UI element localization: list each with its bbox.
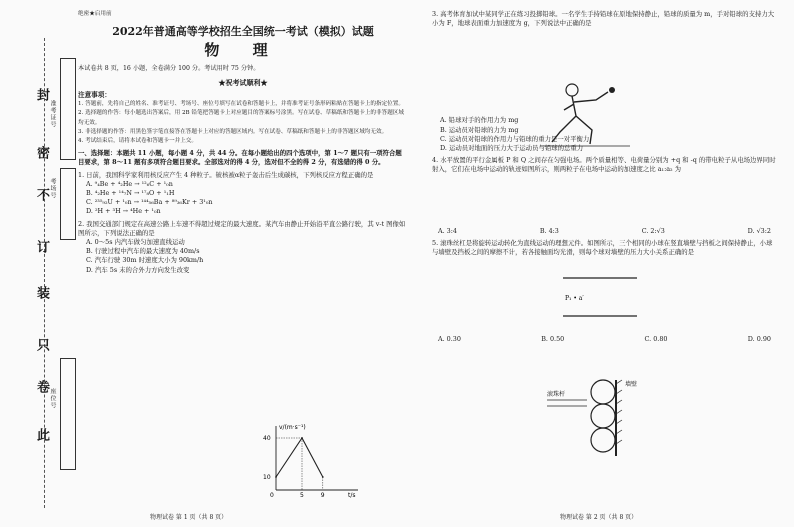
option-a: A. 铅球对手的作用力为 mg bbox=[440, 116, 519, 125]
seal-char: 卷 bbox=[34, 380, 49, 393]
good-luck: ★祝考试顺利★ bbox=[218, 77, 268, 87]
option-a: A. 0～5s 内汽车做匀加速直线运动 bbox=[86, 238, 185, 247]
athlete-head bbox=[566, 84, 578, 96]
exam-id-box[interactable] bbox=[60, 58, 76, 160]
y-tick-label: 10 bbox=[263, 474, 271, 481]
option-a: A. 0.30 bbox=[438, 335, 461, 344]
option-b: B. 4:3 bbox=[539, 226, 559, 235]
notice-title: 注意事项： bbox=[78, 91, 111, 100]
exam-title: 2022年普通高等学校招生全国统一考试（模拟）试题 bbox=[112, 25, 374, 39]
plates-figure bbox=[555, 272, 645, 322]
notice-item: 1. 答题前，先将自己的姓名、准考证号、考场号、座位号填写在试卷和答题卡上，并将准考证号条形码粘贴在答题卡上的指定位置。 bbox=[78, 101, 404, 108]
option-d: D. 0.90 bbox=[747, 335, 771, 344]
x-tick-label: 5 bbox=[300, 492, 304, 499]
x-tick-label: 9 bbox=[320, 492, 325, 499]
seal-char: 只 bbox=[34, 338, 49, 351]
option-a: A. ⁹₄Be + ⁴₂He → ¹²₆C + ¹₀n bbox=[86, 179, 173, 188]
origin-label: 0 bbox=[270, 492, 274, 499]
question-1 bbox=[78, 171, 408, 217]
option-c: C. 0.80 bbox=[644, 335, 668, 344]
field-label-seat: 座位号 bbox=[49, 388, 56, 409]
section-1-heading: 一、选择题：本题共 11 小题，每小题 4 分，共 44 分。在每小题给出的四个选项中，第 1～7 题只有一项符合题目要求，第 8～11 题有多项符合题目要求。全部选对的得 4 分，选对但不全的得 2 分，有选错的得 0 分。 bbox=[78, 149, 402, 167]
wall-label: 墙壁 bbox=[625, 381, 638, 388]
seal-char: 订 bbox=[34, 240, 49, 253]
ball-3 bbox=[591, 428, 615, 452]
field-label-exam-id: 准考证号 bbox=[49, 100, 56, 128]
question-stem: 3. 高考体育加试中某同学正在练习投掷铅球。一名学生手持铅球在原地保持静止，铅球的质量为 m，手对铅球的支持力大小为 F，地球表面重力加速度为 g，下列说法中正确的是 bbox=[432, 10, 775, 28]
option-d: D. √3:2 bbox=[747, 226, 771, 235]
question-stem: 2. 我国交通部门规定在高速公路上车速不得超过规定的最大速度。某汽车由静止开始沿平直公路行驶，其 v-t 图像如图所示，下列说法正确的是 bbox=[78, 219, 406, 237]
options-row bbox=[432, 335, 777, 344]
screw-label: 滚珠杆 bbox=[547, 391, 566, 398]
option-d: D. 运动员对地面的压力大于运动员与铅球的总重力 bbox=[440, 144, 584, 153]
secret-mark: 绝密★启用前 bbox=[78, 11, 112, 17]
seal-char: 装 bbox=[34, 286, 49, 299]
notice-item: 2. 选择题的作答：每小题选出答案后，用 2B 铅笔把答题卡上对应题目的答案标号涂黑。写在试卷、草稿纸和答题卡上的非答题区域均无效。 bbox=[78, 110, 404, 126]
option-c: C. 2:√3 bbox=[641, 226, 665, 235]
option-b: B. ⁴₂He + ¹⁴₇N → ¹⁷₈O + ¹₁H bbox=[86, 189, 175, 198]
room-box[interactable] bbox=[60, 168, 76, 240]
page-footer-right: 物理试卷 第 2 页（共 8 页） bbox=[560, 514, 638, 521]
x-axis-label: t/s bbox=[348, 492, 356, 499]
option-c: C. 汽车行驶 30m 时速度大小为 90km/h bbox=[86, 256, 204, 265]
option-a: A. 3:4 bbox=[438, 226, 457, 235]
options-row bbox=[432, 227, 777, 236]
option-d: D. ²H + ³H → ⁴He + ¹₀n bbox=[86, 207, 161, 216]
option-b: B. 0.50 bbox=[541, 335, 565, 344]
option-d: D. 汽车 5s 末的合外力方向发生改变 bbox=[86, 265, 190, 274]
seal-char: 密 bbox=[34, 146, 49, 159]
field-label-room: 考场号 bbox=[49, 178, 56, 199]
seat-box[interactable] bbox=[60, 358, 76, 470]
seal-char: 不 bbox=[34, 188, 49, 201]
option-c: C. 运动员对铅球的作用力与铅球的重力是一对平衡力 bbox=[440, 134, 590, 143]
seal-char: 此 bbox=[34, 428, 49, 441]
left-column bbox=[78, 10, 408, 275]
binding-margin bbox=[8, 18, 70, 498]
question-stem: 1. 日前，我国科学家利用核反应产生 4 种粒子。铍核被α粒子轰击后生成碳核，下列核反应方程正确的是 bbox=[78, 170, 374, 179]
vt-chart bbox=[262, 420, 362, 500]
athlete-body bbox=[552, 92, 608, 144]
question-4 bbox=[432, 156, 777, 236]
notice-item: 3. 非选择题的作答：用黑色签字笔直接答在答题卡上对应的答题区域内。写在试卷、草稿纸和答题卡上的非答题区域均无效。 bbox=[78, 128, 388, 135]
ball-2 bbox=[591, 404, 615, 428]
option-b: B. 行驶过程中汽车的最大速度为 40m/s bbox=[86, 247, 200, 256]
plates-label: P₁ • a′ bbox=[565, 295, 584, 302]
y-axis-label: v/(m·s⁻¹) bbox=[279, 424, 306, 431]
option-b: B. 运动员对铅球的力为 mg bbox=[440, 125, 519, 134]
athlete-figure bbox=[530, 80, 640, 150]
question-stem: 5. 滚珠丝杠是将旋转运动转化为直线运动的理想元件。如图所示，三个相同的小球在竖直墙壁与挡板之间保持静止，小球与墙壁及挡板之间的摩擦不计，若各接触面均光滑，则每个球对墙壁的压力大小关系正确的是 bbox=[432, 238, 773, 257]
question-stem: 4. 水平放置的平行金属板 P 和 Q 之间存在匀强电场。两个质量相等、电荷量分别为 +q 和 -q 的带电粒子从电场边界同时射入，它们在电场中运动的轨迹如图所示，则两粒子在电场中运动的加速度之比 a₁:a₂ 为 bbox=[432, 156, 776, 174]
y-tick-label: 40 bbox=[263, 435, 271, 442]
exam-meta: 本试卷共 8 页，16 小题，全卷满分 100 分。考试用时 75 分钟。 bbox=[78, 64, 260, 72]
series-line bbox=[276, 438, 323, 477]
question-2 bbox=[78, 220, 408, 275]
shot-ball bbox=[609, 87, 615, 93]
ball-1 bbox=[591, 380, 615, 404]
page-footer-left: 物理试卷 第 1 页（共 8 页） bbox=[150, 514, 228, 521]
balls-figure bbox=[545, 378, 685, 460]
subject-title: 物 理 bbox=[204, 41, 282, 60]
notice-item: 4. 考试结束后，请将本试卷和答题卡一并上交。 bbox=[78, 138, 197, 145]
seal-char: 封 bbox=[34, 88, 49, 101]
option-c: C. ²³⁵₉₂U + ¹₀n → ¹⁴⁴₅₆Ba + ⁸⁹₃₆Kr + 3¹₀n bbox=[86, 198, 213, 207]
